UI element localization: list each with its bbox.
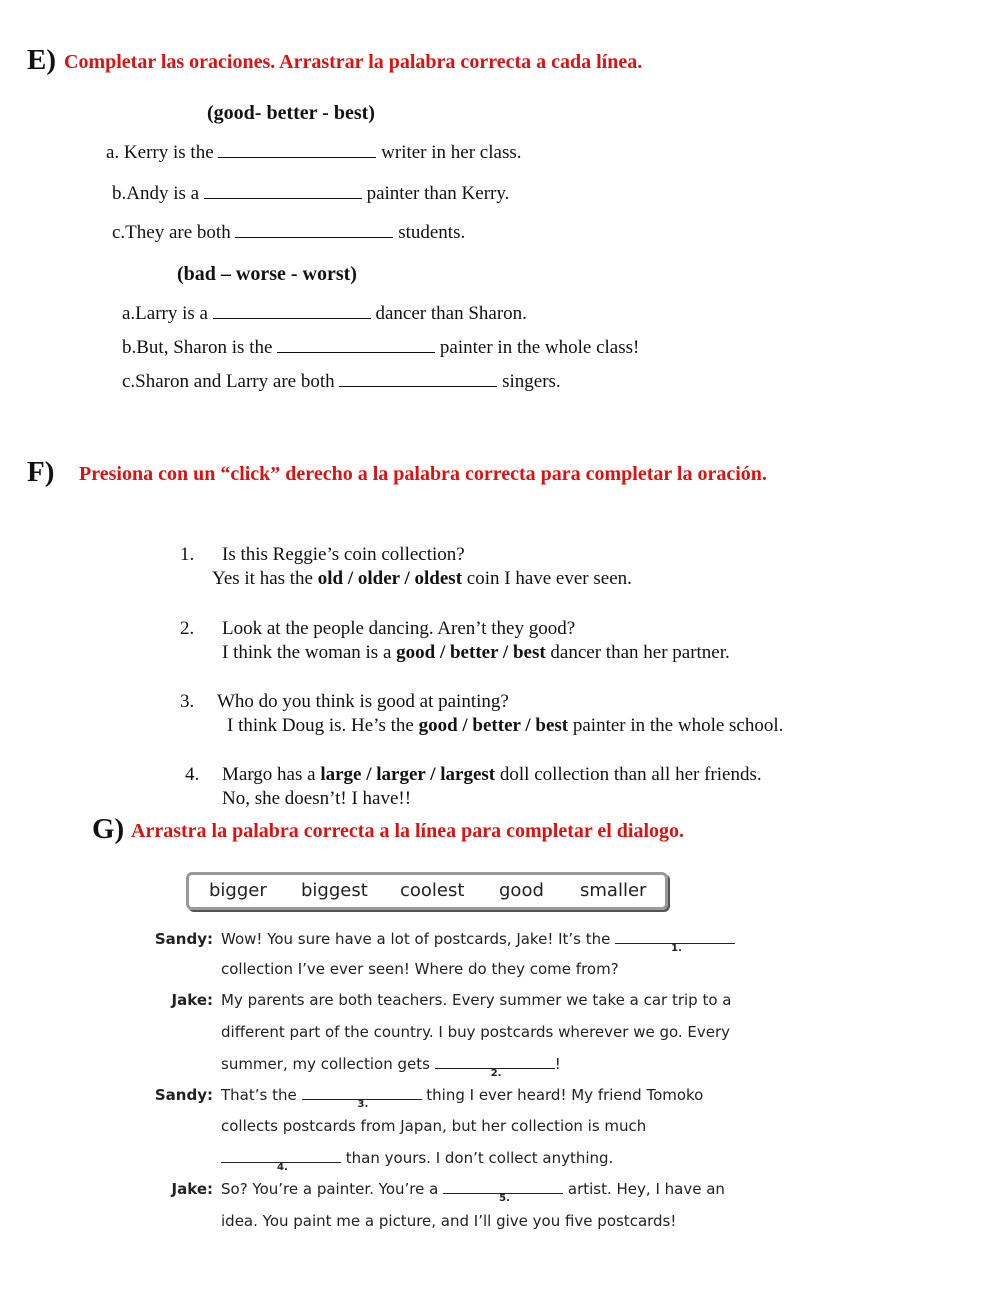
dialogue-line: So? You’re a painter. You’re a 5. artist. Hey, I have an bbox=[221, 1180, 725, 1204]
dialogue-line: different part of the country. I buy postcards wherever we go. Every bbox=[221, 1023, 731, 1041]
section-f-instruction: Presiona con un “click” derecho a la palabra correcta para completar la oración. bbox=[79, 463, 767, 485]
question-text: Who do you think is good at painting? bbox=[217, 691, 509, 712]
sentence-e2b: b.But, Sharon is the painter in the whole class! bbox=[122, 337, 640, 358]
answer-blank[interactable] bbox=[435, 1056, 555, 1079]
answer-blank[interactable] bbox=[615, 931, 735, 954]
blank-number: 3. bbox=[357, 1099, 369, 1110]
question-number: 1. bbox=[180, 544, 195, 565]
question-number: 2. bbox=[180, 618, 195, 639]
answer-line: I think the woman is a good / better / best dancer than her partner. bbox=[222, 642, 730, 663]
question-number: 4. bbox=[185, 764, 200, 785]
sentence-e1b: b.Andy is a painter than Kerry. bbox=[112, 183, 510, 204]
speaker-label: Sandy: bbox=[154, 930, 213, 948]
answer-blank[interactable] bbox=[443, 1181, 563, 1204]
word-bank bbox=[186, 872, 668, 910]
blank-number: 2. bbox=[490, 1068, 502, 1079]
word-bank-item[interactable]: biggest bbox=[301, 880, 368, 901]
answer-line: No, she doesn’t! I have!! bbox=[222, 788, 412, 809]
options-bad-worse-worst: (bad – worse - worst) bbox=[177, 263, 357, 285]
answer-blank[interactable] bbox=[277, 338, 435, 353]
dialogue-line: My parents are both teachers. Every summer we take a car trip to a bbox=[221, 991, 732, 1009]
blank-number: 4. bbox=[277, 1162, 288, 1173]
word-options[interactable]: good / better / best bbox=[396, 642, 546, 663]
answer-blank[interactable] bbox=[339, 372, 497, 387]
answer-blank[interactable] bbox=[218, 143, 376, 158]
speaker-label: Sandy: bbox=[154, 1086, 213, 1104]
answer-blank[interactable] bbox=[235, 223, 393, 238]
question-number: 3. bbox=[180, 691, 195, 712]
sentence-e1a: a. Kerry is the writer in her class. bbox=[106, 142, 522, 163]
dialogue-line: 4. than yours. I don’t collect anything. bbox=[221, 1149, 613, 1167]
question-text: Look at the people dancing. Aren’t they good? bbox=[222, 618, 576, 639]
sentence-e2c: c.Sharon and Larry are both singers. bbox=[122, 371, 561, 392]
word-options[interactable]: good / better / best bbox=[418, 715, 569, 736]
answer-blank[interactable] bbox=[204, 184, 362, 199]
section-e-letter: E) bbox=[27, 44, 56, 76]
options-good-better-best: (good- better - best) bbox=[207, 102, 375, 124]
answer-blank[interactable] bbox=[213, 304, 371, 319]
word-bank-item[interactable]: good bbox=[499, 880, 544, 901]
answer-line: Yes it has the old / older / oldest coin I have ever seen. bbox=[212, 568, 632, 589]
word-options[interactable]: large / larger / largest bbox=[320, 764, 496, 785]
speaker-label: Jake: bbox=[171, 1180, 213, 1198]
dialogue-line: collects postcards from Japan, but her collection is much bbox=[221, 1117, 647, 1135]
word-bank-item[interactable]: smaller bbox=[580, 880, 647, 901]
dialogue-line: That’s the 3. thing I ever heard! My friend Tomoko bbox=[221, 1086, 704, 1110]
word-options[interactable]: old / older / oldest bbox=[317, 568, 463, 589]
dialogue-line: summer, my collection gets 2. ! bbox=[221, 1055, 561, 1079]
dialogue-line: idea. You paint me a picture, and I’ll give you five postcards! bbox=[221, 1212, 677, 1230]
sentence-e2a: a.Larry is a dancer than Sharon. bbox=[122, 303, 527, 324]
section-g-instruction: Arrastra la palabra correcta a la línea para completar el dialogo. bbox=[131, 820, 685, 842]
sentence-e1c: c.They are both students. bbox=[112, 222, 466, 243]
dialogue-line: Wow! You sure have a lot of postcards, Jake! It’s the 1. bbox=[221, 930, 735, 948]
word-bank-item[interactable]: coolest bbox=[400, 880, 465, 901]
question-text: Is this Reggie’s coin collection? bbox=[222, 544, 465, 565]
answer-blank[interactable] bbox=[221, 1150, 341, 1173]
section-e-instruction: Completar las oraciones. Arrastrar la palabra correcta a cada línea. bbox=[64, 51, 643, 73]
section-f-letter: F) bbox=[27, 456, 55, 488]
answer-blank[interactable] bbox=[302, 1087, 422, 1110]
question-text: Margo has a large / larger / largest doll collection than all her friends. bbox=[222, 764, 762, 785]
blank-number: 1. bbox=[671, 943, 682, 954]
section-g-letter: G) bbox=[92, 813, 125, 845]
blank-number: 5. bbox=[499, 1193, 510, 1204]
speaker-label: Jake: bbox=[171, 991, 213, 1009]
word-bank-item[interactable]: bigger bbox=[209, 880, 267, 901]
dialogue-line: collection I’ve ever seen! Where do they come from? bbox=[221, 960, 619, 978]
answer-line: I think Doug is. He’s the good / better / best painter in the whole school. bbox=[227, 715, 784, 736]
